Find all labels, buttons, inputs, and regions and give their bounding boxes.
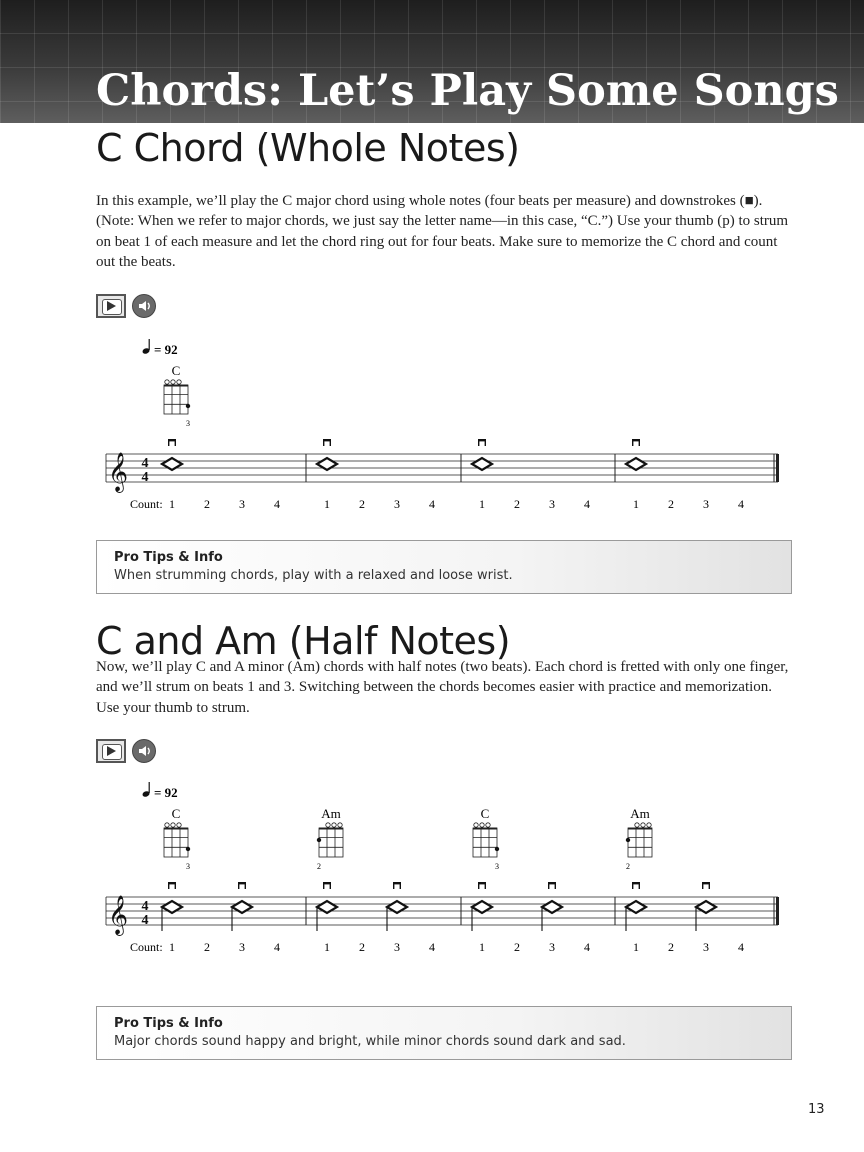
- count-number: 1: [169, 497, 175, 511]
- count-number: 4: [738, 497, 744, 511]
- tempo-marking: [142, 339, 178, 357]
- chord-name: C: [480, 806, 490, 821]
- treble-clef-icon: 𝄞: [108, 452, 129, 492]
- time-signature-top: 4: [141, 899, 149, 914]
- chord-diagram-am: [626, 806, 652, 871]
- media-controls: [96, 739, 160, 765]
- half-note: [626, 901, 646, 931]
- finger-number: 3: [186, 419, 190, 428]
- time-signature-bottom: 4: [141, 913, 149, 928]
- downstroke-icon: [238, 882, 246, 889]
- count-number: 1: [479, 497, 485, 511]
- paragraph-line: on beat 1 of each measure and let the chord ring out for four beats. Make sure to memorize the C chord and count: [96, 233, 778, 250]
- downstroke-icon: [478, 439, 486, 446]
- count-number: 1: [633, 940, 639, 954]
- section-title-c-am: C and Am (Half Notes): [96, 619, 511, 663]
- downstroke-icon: [702, 882, 710, 889]
- downstroke-icon: [323, 882, 331, 889]
- downstroke-icon: [168, 882, 176, 889]
- paragraph-line: and we’ll strum on beats 1 and 3. Switching between the chords becomes easier with practice and memorization.: [96, 679, 773, 696]
- video-play-icon[interactable]: [96, 294, 126, 318]
- count-number: 3: [703, 940, 709, 954]
- count-number: 2: [668, 497, 674, 511]
- notes: [162, 882, 716, 931]
- count-number: 3: [239, 497, 245, 511]
- notes: [162, 439, 646, 470]
- chord-diagram-c: [164, 363, 190, 428]
- count-number: 4: [429, 940, 435, 954]
- tempo-marking: [142, 782, 178, 800]
- finger-number: 2: [626, 862, 630, 871]
- counts: [169, 940, 744, 954]
- count-number: 2: [204, 497, 210, 511]
- count-number: 4: [274, 497, 280, 511]
- audio-speaker-icon[interactable]: [132, 739, 156, 763]
- count-number: 4: [274, 940, 280, 954]
- chord-diagram-c: [164, 806, 190, 871]
- chord-diagram-c: [473, 806, 499, 871]
- chord-name: Am: [630, 806, 650, 821]
- half-note: [472, 901, 492, 931]
- half-note: [162, 901, 182, 931]
- count-number: 2: [514, 940, 520, 954]
- count-number: 4: [738, 940, 744, 954]
- count-number: 1: [479, 940, 485, 954]
- half-note: [232, 901, 252, 931]
- audio-speaker-icon[interactable]: [132, 294, 156, 318]
- chord-diagram-am: [317, 806, 343, 871]
- paragraph-line: In this example, we’ll play the C major chord using whole notes (four beats per measure) and downstrokes (■).: [96, 193, 763, 209]
- count-number: 2: [514, 497, 520, 511]
- count-number: 3: [549, 940, 555, 954]
- tips-title: Pro Tips & Info: [114, 1016, 223, 1031]
- count-number: 4: [584, 940, 590, 954]
- count-number: 3: [549, 497, 555, 511]
- count-number: 2: [204, 940, 210, 954]
- staff: [106, 454, 779, 482]
- count-number: 3: [394, 940, 400, 954]
- downstroke-icon: [168, 439, 176, 446]
- section1-paragraph: [96, 191, 796, 272]
- tips-text: Major chords sound happy and bright, while minor chords sound dark and sad.: [114, 1034, 626, 1049]
- half-note: [387, 901, 407, 931]
- half-note: [542, 901, 562, 931]
- downstroke-icon: [323, 439, 331, 446]
- staff: [106, 897, 779, 925]
- downstroke-icon: [632, 439, 640, 446]
- downstroke-icon: [632, 882, 640, 889]
- count-number: 1: [324, 497, 330, 511]
- finger-number: 2: [317, 862, 321, 871]
- paragraph-line: out the beats.: [96, 253, 176, 270]
- count-number: 2: [359, 940, 365, 954]
- treble-clef-icon: 𝄞: [108, 895, 129, 935]
- pro-tips-box-1: [96, 540, 792, 594]
- time-signature-top: 4: [141, 456, 149, 471]
- tips-text: When strumming chords, play with a relaxed and loose wrist.: [114, 568, 513, 583]
- count-number: 3: [703, 497, 709, 511]
- page-number: 13: [808, 1102, 825, 1117]
- chord-name: C: [171, 363, 181, 378]
- page-title: Chords: Let’s Play Some Songs: [96, 66, 839, 116]
- count-number: 1: [633, 497, 639, 511]
- finger-number: 3: [495, 862, 499, 871]
- counts: [169, 497, 744, 511]
- half-note: [317, 901, 337, 931]
- section2-paragraph: [96, 657, 796, 718]
- downstroke-icon: [548, 882, 556, 889]
- count-number: 1: [324, 940, 330, 954]
- count-number: 3: [239, 940, 245, 954]
- chord-name: Am: [321, 806, 341, 821]
- downstroke-icon: [393, 882, 401, 889]
- tempo-value: = 92: [154, 785, 178, 800]
- downstroke-icon: [478, 882, 486, 889]
- count-number: 2: [359, 497, 365, 511]
- count-number: 1: [169, 940, 175, 954]
- count-number: 4: [584, 497, 590, 511]
- music-system-2: [96, 781, 796, 961]
- paragraph-line: Use your thumb to strum.: [96, 699, 250, 716]
- tips-title: Pro Tips & Info: [114, 550, 223, 565]
- half-note: [696, 901, 716, 931]
- paragraph-line: Now, we’ll play C and A minor (Am) chords with half notes (two beats). Each chord is fretted with only one finger,: [96, 659, 789, 675]
- count-number: 4: [429, 497, 435, 511]
- count-number: 3: [394, 497, 400, 511]
- count-label: Count:: [130, 497, 163, 511]
- finger-number: 3: [186, 862, 190, 871]
- count-label: Count:: [130, 940, 163, 954]
- time-signature-bottom: 4: [141, 470, 149, 485]
- video-play-icon[interactable]: [96, 739, 126, 763]
- pro-tips-box-2: [96, 1006, 792, 1060]
- music-system-1: [96, 338, 796, 518]
- count-number: 2: [668, 940, 674, 954]
- section-title-c-chord: C Chord (Whole Notes): [96, 126, 520, 170]
- paragraph-line: (Note: When we refer to major chords, we just say the letter name—in this case, “C.”) Use your thumb (p) to strum: [96, 213, 789, 230]
- media-controls: [96, 294, 160, 320]
- chord-name: C: [171, 806, 181, 821]
- tempo-value: = 92: [154, 342, 178, 357]
